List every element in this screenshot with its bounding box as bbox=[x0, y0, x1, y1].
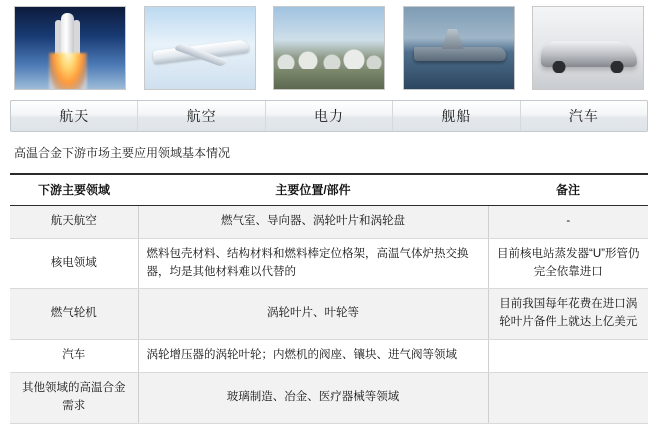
table-row bbox=[10, 206, 648, 239]
airplane-photo bbox=[144, 6, 256, 90]
category-item-ship: 舰船 bbox=[393, 101, 520, 131]
cell-domain: 航天航空 bbox=[10, 206, 138, 239]
cell-domain: 汽车 bbox=[10, 340, 138, 373]
space-shuttle-launch-photo bbox=[14, 6, 126, 90]
navy-ship-photo bbox=[403, 6, 515, 90]
category-item-aviation: 航空 bbox=[138, 101, 265, 131]
cell-domain: 其他领域的高温合金需求 bbox=[10, 372, 138, 423]
table-row bbox=[10, 340, 648, 373]
table-row bbox=[10, 238, 648, 289]
image-strip bbox=[10, 6, 648, 94]
table-row bbox=[10, 372, 648, 423]
cell-domain: 燃气轮机 bbox=[10, 289, 138, 340]
table-row bbox=[10, 289, 648, 340]
column-header-note: 备注 bbox=[488, 174, 648, 206]
category-bar bbox=[10, 100, 648, 132]
cell-part: 涡轮叶片、叶轮等 bbox=[138, 289, 488, 340]
column-header-part: 主要位置/部件 bbox=[138, 174, 488, 206]
cell-part: 燃料包壳材料、结构材料和燃料棒定位格架，高温气体炉热交换器，均是其他材料难以代替的 bbox=[138, 238, 488, 289]
cell-note bbox=[488, 340, 648, 373]
cell-note bbox=[488, 372, 648, 423]
cell-note: 目前我国每年花费在进口涡轮叶片备件上就达上亿美元 bbox=[488, 289, 648, 340]
category-item-power: 电力 bbox=[266, 101, 393, 131]
table-caption: 高温合金下游市场主要应用领域基本情况 bbox=[14, 146, 231, 160]
category-item-automobile: 汽车 bbox=[568, 108, 599, 124]
table-header-row bbox=[10, 174, 648, 206]
cell-part: 涡轮增压器的涡轮叶轮；内燃机的阀座、镶块、进气阀等领域 bbox=[138, 340, 488, 373]
cell-note: 目前核电站蒸发器“U”形管仍完全依靠进口 bbox=[488, 238, 648, 289]
cell-domain: 核电领域 bbox=[10, 238, 138, 289]
downstream-application-table bbox=[10, 173, 648, 424]
cell-part: 玻璃制造、冶金、医疗器械等领域 bbox=[138, 372, 488, 423]
sports-car-photo bbox=[532, 6, 644, 90]
power-plant-photo bbox=[273, 6, 385, 90]
cell-part: 燃气室、导向器、涡轮叶片和涡轮盘 bbox=[138, 206, 488, 239]
category-item-aerospace: 航天 bbox=[11, 101, 138, 131]
cell-note: - bbox=[488, 206, 648, 239]
column-header-domain: 下游主要领域 bbox=[10, 174, 138, 206]
